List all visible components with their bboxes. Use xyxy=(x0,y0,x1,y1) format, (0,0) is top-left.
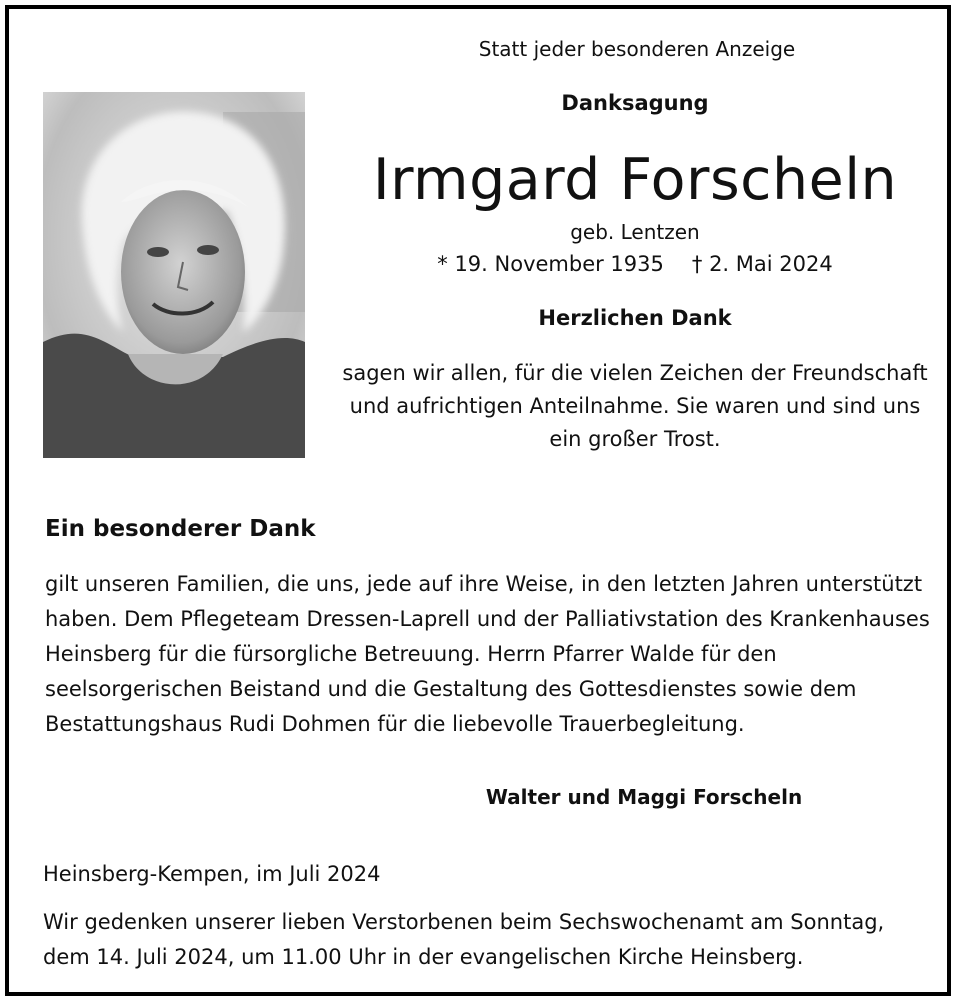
special-thanks-line: seelsorgerischen Beistand und die Gestaltung des Gottesdienstes sowie dem xyxy=(45,677,857,701)
thanks-line: sagen wir allen, für die vielen Zeichen der Freundschaft xyxy=(342,361,928,385)
special-thanks-line: Heinsberg für die fürsorgliche Betreuung. Herrn Pfarrer Walde für den xyxy=(45,642,777,666)
memorial-service-text xyxy=(43,905,884,975)
life-dates xyxy=(329,252,941,276)
place-date: Heinsberg-Kempen, im Juli 2024 xyxy=(43,862,381,886)
thanks-line: ein großer Trost. xyxy=(549,427,721,451)
special-thanks-line: haben. Dem Pflegeteam Dressen-Laprell und der Palliativstation des Krankenhauses xyxy=(45,607,930,631)
notice-frame xyxy=(5,5,951,996)
notice-title: Danksagung xyxy=(561,91,709,115)
signature: Walter und Maggi Forscheln xyxy=(485,785,803,809)
special-thanks-line: gilt unseren Familien, die uns, jede auf ihre Weise, in den letzten Jahren unterstützt xyxy=(45,572,923,596)
special-thanks-heading: Ein besonderer Dank xyxy=(45,516,316,542)
portrait-image xyxy=(43,92,305,458)
notice-line: Statt jeder besonderen Anzeige xyxy=(478,37,796,61)
death-date: † 2. Mai 2024 xyxy=(691,252,833,276)
thanks-line: und aufrichtigen Anteilnahme. Sie waren und sind uns xyxy=(349,394,921,418)
thanks-heading: Herzlichen Dank xyxy=(538,306,732,330)
special-thanks-text xyxy=(45,567,930,742)
thanks-text xyxy=(329,357,941,456)
memorial-line: Wir gedenken unserer lieben Verstorbenen beim Sechswochenamt am Sonntag, xyxy=(43,910,885,934)
birth-name: geb. Lentzen xyxy=(570,220,700,244)
special-thanks-line: Bestattungshaus Rudi Dohmen für die liebevolle Trauerbegleitung. xyxy=(45,712,745,736)
birth-date: * 19. November 1935 xyxy=(437,252,664,276)
deceased-name: Irmgard Forscheln xyxy=(372,147,898,213)
portrait-photo xyxy=(43,92,305,458)
memorial-line: dem 14. Juli 2024, um 11.00 Uhr in der evangelischen Kirche Heinsberg. xyxy=(43,945,804,969)
